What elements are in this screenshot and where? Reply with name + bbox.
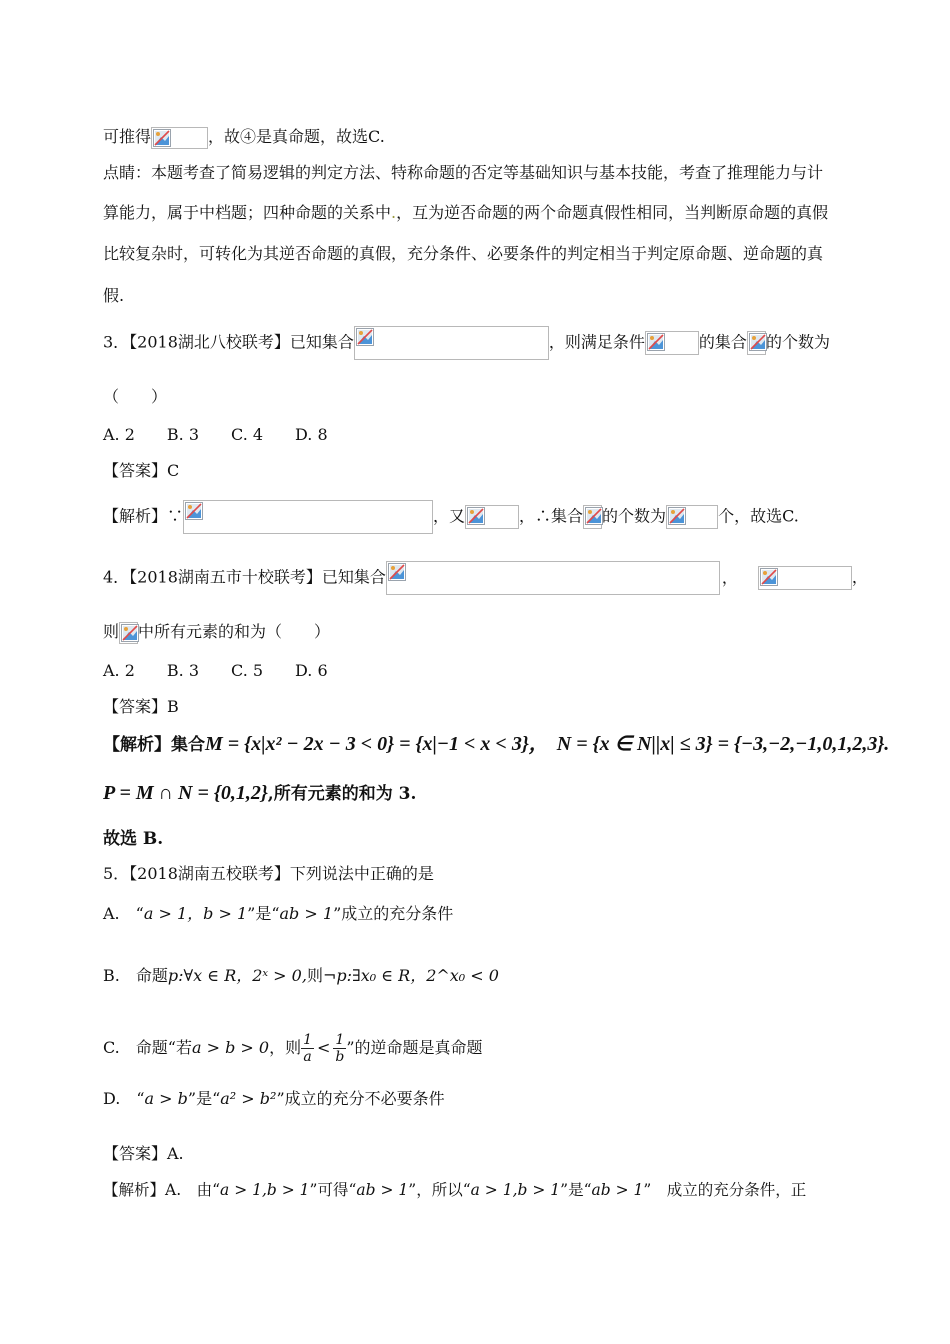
- operator: <: [317, 1038, 331, 1057]
- text: ”，所以“: [408, 1181, 471, 1199]
- broken-image-icon: [354, 326, 549, 360]
- fraction: [301, 1032, 314, 1065]
- text: ，互为逆否命题的两个命题真假性相同，当判断原命题的真假: [396, 203, 829, 222]
- text: ,所有元素的和为 3.: [267, 784, 417, 804]
- text-line: 假.: [103, 286, 125, 305]
- formula: a > b > 0: [191, 1038, 270, 1057]
- question-4-analysis-2: [103, 782, 416, 805]
- formula: ab > 1: [279, 904, 334, 923]
- question-5-analysis: [103, 1179, 806, 1201]
- question-4-stem-2: [103, 621, 330, 644]
- text-line: 比较复杂时，可转化为其逆否命题的真假，充分条件、必要条件的判定相当于判定原命题、逆命题的真: [103, 244, 824, 263]
- text: 的集合: [698, 332, 747, 352]
- text: ”是“: [247, 904, 280, 923]
- answer-parens: （ ）: [103, 387, 168, 406]
- text: ，∴集合: [519, 506, 584, 526]
- formula: N = {x ∈ N||x| ≤ 3} = {−3,−2,−1,0,1,2,3}.: [556, 733, 890, 755]
- formula: M = {x|x² − 2x − 3 < 0} = {x|−1 < x < 3}，: [205, 733, 549, 755]
- broken-image-icon: [666, 505, 718, 529]
- question-4-options: A. 2 B. 3 C. 5 D. 6: [103, 661, 328, 680]
- formula: a > 1,b > 1: [470, 1181, 561, 1199]
- broken-image-icon: [151, 127, 208, 149]
- formula: P = M ∩ N = {0,1,2}: [103, 782, 268, 804]
- question-3-analysis: [103, 500, 799, 534]
- question-3-stem: [103, 326, 830, 360]
- text: C. 命题“若: [103, 1038, 192, 1057]
- text: ”可得“: [309, 1181, 357, 1199]
- broken-image-icon: [747, 331, 766, 355]
- text: 算能力，属于中档题；四种命题的关系中: [103, 203, 392, 222]
- text: 的个数为: [602, 506, 667, 526]
- formula: ab > 1: [356, 1181, 409, 1199]
- text: 4．【2018湖南五市十校联考】已知集合: [103, 567, 386, 587]
- text: ”的逆命题是真命题: [346, 1038, 483, 1057]
- text: 的个数为: [765, 332, 830, 352]
- broken-image-icon: [758, 566, 852, 590]
- question-5-stem: 5．【2018湖南五校联考】下列说法中正确的是: [103, 864, 434, 883]
- text: ，则满足条件: [548, 332, 645, 352]
- question-3-options: A. 2 B. 3 C. 4 D. 8: [103, 425, 328, 444]
- formula: p:∀x ∈ R，2ˣ > 0,: [167, 966, 307, 985]
- text: 3．【2018湖北八校联考】已知集合: [103, 332, 354, 352]
- text-line: 点睛：本题考查了简易逻辑的判定方法、特称命题的否定等基础知识与基本技能，考查了推理能力与计: [103, 163, 824, 182]
- question-3-answer: 【答案】C: [103, 461, 180, 480]
- dot-mark: .: [391, 203, 397, 222]
- broken-image-icon: [583, 505, 602, 529]
- formula: a > 1，b > 1: [143, 904, 248, 923]
- text: A. “: [103, 904, 144, 923]
- text: ”是“: [560, 1181, 592, 1199]
- numerator: 1: [303, 1032, 313, 1048]
- text: ，又: [433, 506, 466, 526]
- question-4-stem: [103, 561, 868, 595]
- denominator: b: [335, 1049, 345, 1065]
- question-5-answer: 【答案】A.: [103, 1144, 184, 1163]
- text: ”成立的充分条件: [333, 904, 454, 923]
- text: 个，故选C.: [718, 506, 799, 526]
- broken-image-icon: [645, 331, 699, 355]
- option-a: [103, 903, 453, 925]
- broken-image-icon: [183, 500, 433, 534]
- text: 【解析】∵: [103, 506, 184, 526]
- option-c: [103, 1030, 483, 1066]
- broken-image-icon: [465, 505, 519, 529]
- text: ”是“: [187, 1089, 221, 1108]
- text: 则: [103, 622, 120, 641]
- text-line: [103, 126, 385, 149]
- text: ，故④是真命题，故选C.: [208, 127, 385, 146]
- formula: ab > 1: [591, 1181, 644, 1199]
- text: 则: [306, 966, 323, 985]
- formula: ¬p:∃x₀ ∈ R，2^x₀ < 0: [322, 966, 499, 985]
- broken-image-icon: [119, 622, 138, 644]
- option-d: [103, 1088, 445, 1110]
- broken-image-icon: [386, 561, 720, 595]
- text: B. 命题: [103, 966, 168, 985]
- text: ，: [721, 567, 738, 587]
- text: 【解析】A. 由“: [103, 1181, 221, 1199]
- text: ，: [851, 567, 868, 587]
- text: D. “: [103, 1089, 145, 1108]
- denominator: a: [303, 1049, 312, 1065]
- formula: a > b: [144, 1089, 188, 1108]
- question-4-answer: 【答案】B: [103, 697, 179, 716]
- fraction: [333, 1032, 346, 1065]
- formula: a² > b²: [220, 1089, 277, 1108]
- text: ” 成立的充分条件，正: [643, 1181, 807, 1199]
- text: ”成立的充分不必要条件: [276, 1089, 445, 1108]
- question-4-analysis: [103, 733, 889, 756]
- text: ，则: [269, 1038, 302, 1057]
- text: 中所有元素的和为（ ）: [138, 622, 331, 641]
- numerator: 1: [335, 1032, 345, 1048]
- conclusion: 故选 B.: [103, 829, 164, 849]
- formula: a > 1,b > 1: [220, 1181, 310, 1199]
- text: 可推得: [103, 127, 152, 146]
- text: 【解析】集合: [103, 735, 205, 755]
- option-b: [103, 965, 499, 987]
- text-line: [103, 202, 828, 224]
